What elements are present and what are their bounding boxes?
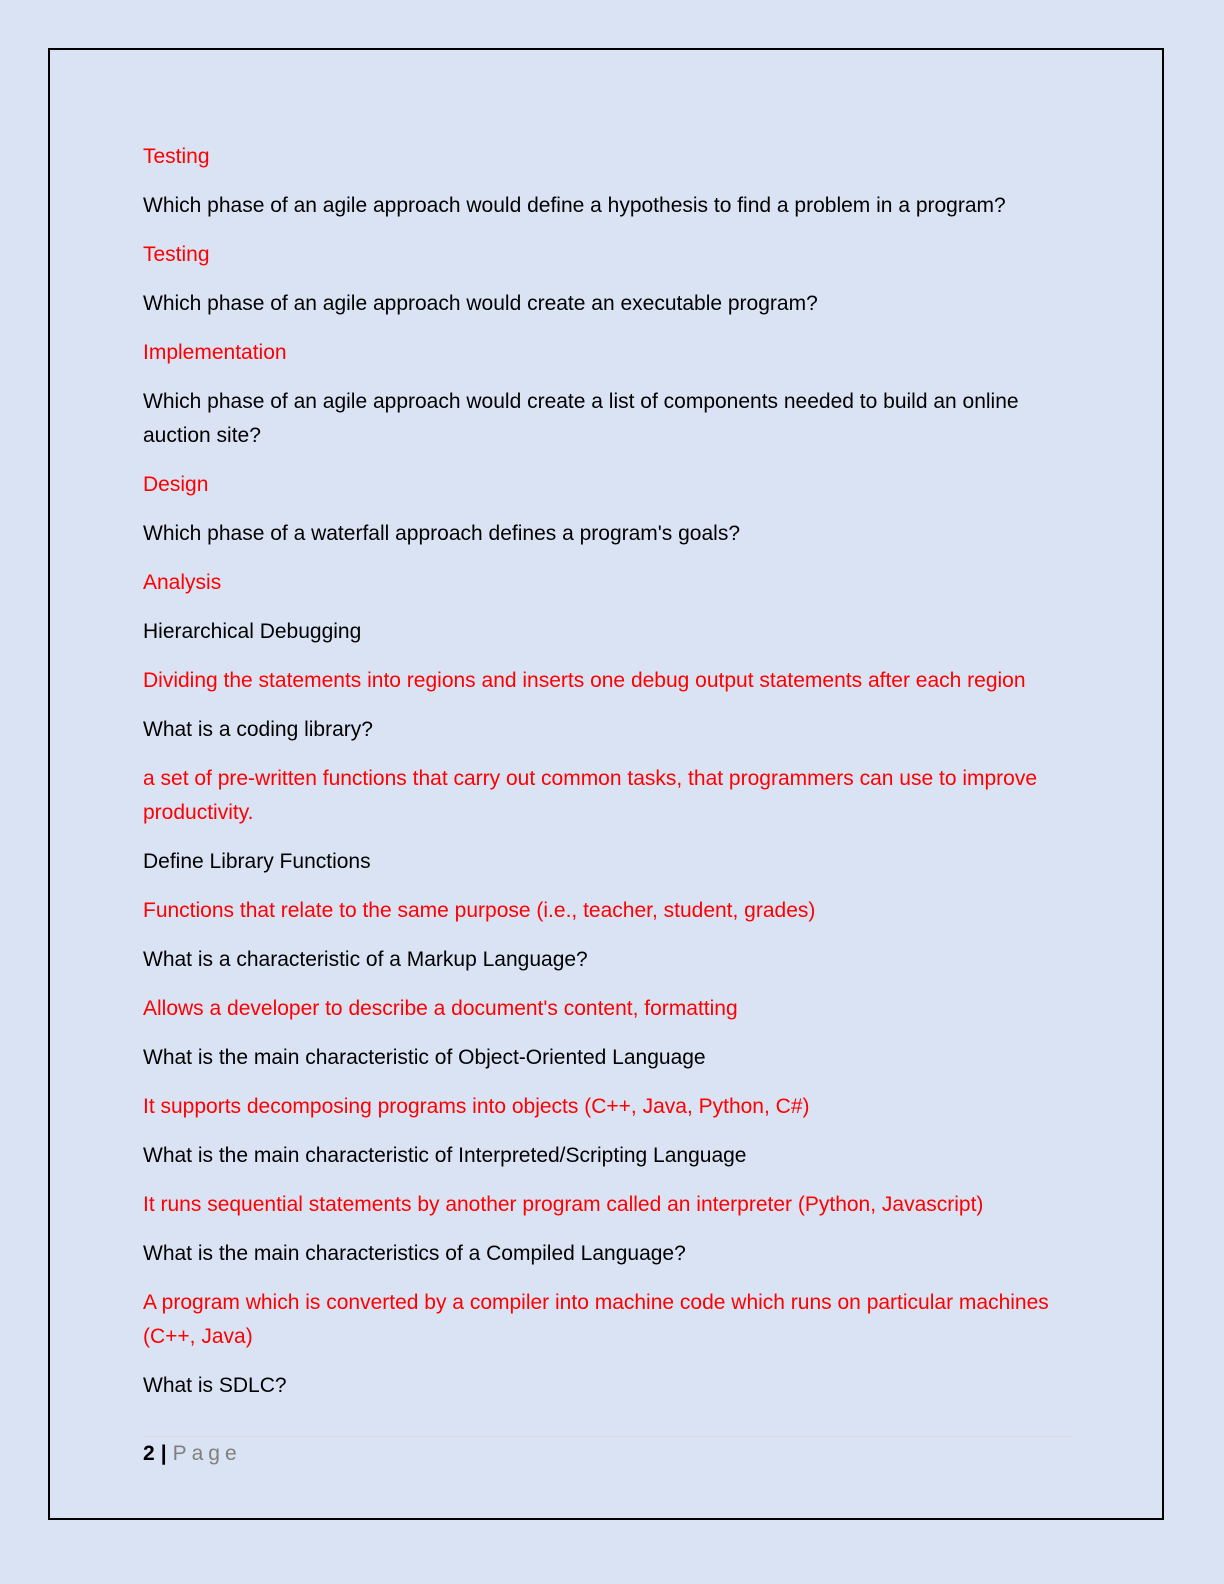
- question-text: What is a characteristic of a Markup Language?: [143, 948, 588, 971]
- answer-text: Design: [143, 473, 209, 496]
- question-text: What is the main characteristic of Interpreted/Scripting Language: [143, 1144, 747, 1167]
- question-text: Hierarchical Debugging: [143, 620, 362, 643]
- question-text: What is the main characteristics of a Compiled Language?: [143, 1242, 686, 1265]
- footer-divider: [143, 1436, 1073, 1437]
- answer-text: Testing: [143, 145, 210, 168]
- question-text: Which phase of an agile approach would create an executable program?: [143, 292, 818, 315]
- footer-separator: |: [160, 1442, 167, 1465]
- answer-text: Dividing the statements into regions and inserts one debug output statements after each region: [143, 669, 1026, 692]
- question-text: What is the main characteristic of Object-Oriented Language: [143, 1046, 706, 1069]
- page-number: 2: [143, 1442, 155, 1465]
- answer-text: It supports decomposing programs into objects (C++, Java, Python, C#): [143, 1095, 810, 1118]
- question-text: Define Library Functions: [143, 850, 371, 873]
- question-text: Which phase of an agile approach would define a hypothesis to find a problem in a program?: [143, 194, 1006, 217]
- document-body: [143, 140, 1083, 1418]
- answer-text: Analysis: [143, 571, 222, 594]
- answer-text: a set of pre-written functions that carry out common tasks, that programmers can use to improve productivity.: [143, 767, 1038, 824]
- page-footer: [143, 1440, 242, 1468]
- answer-text: A program which is converted by a compiler into machine code which runs on particular machines (C++, Java): [143, 1291, 1049, 1348]
- question-text: Which phase of a waterfall approach defines a program's goals?: [143, 522, 741, 545]
- page-label: Page: [172, 1442, 242, 1465]
- question-text: What is a coding library?: [143, 718, 373, 741]
- question-text: What is SDLC?: [143, 1374, 287, 1397]
- answer-text: Functions that relate to the same purpose (i.e., teacher, student, grades): [143, 899, 816, 922]
- question-text: Which phase of an agile approach would create a list of components needed to build an online auction site?: [143, 390, 1019, 447]
- answer-text: Implementation: [143, 341, 287, 364]
- answer-text: Testing: [143, 243, 210, 266]
- answer-text: It runs sequential statements by another program called an interpreter (Python, Javascript): [143, 1193, 984, 1216]
- answer-text: Allows a developer to describe a document's content, formatting: [143, 997, 738, 1020]
